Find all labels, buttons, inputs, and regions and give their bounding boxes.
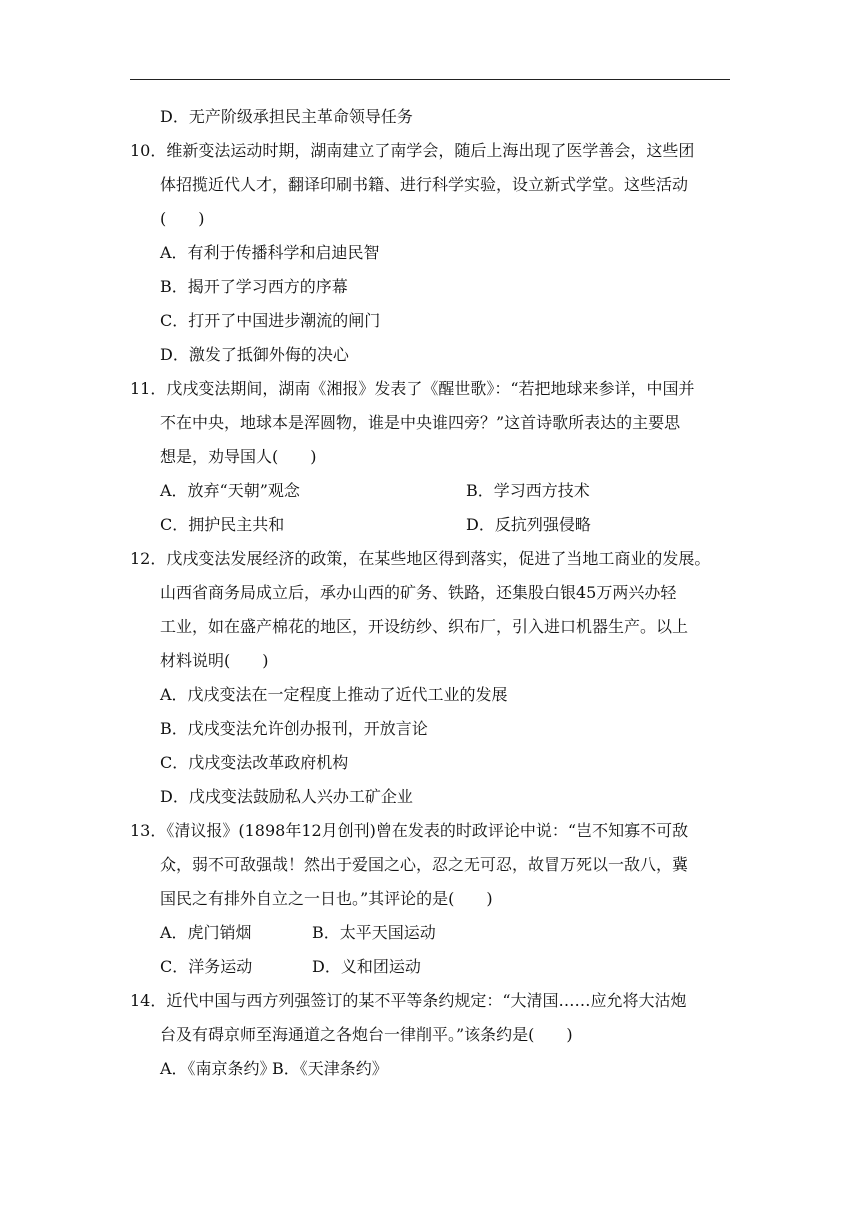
- q10-option-c: C．打开了中国进步潮流的闸门: [160, 311, 381, 330]
- q13-stem-line-3: 国民之有排外自立之一日也。”其评论的是( ): [160, 889, 493, 908]
- q12-stem-line-1: 12．戊戌变法发展经济的政策，在某些地区得到落实，促进了当地工商业的发展。: [130, 549, 711, 568]
- q10-option-d: D．激发了抵御外侮的决心: [160, 345, 349, 364]
- q10-stem-line-1: 10．维新变法运动时期，湖南建立了南学会，随后上海出现了医学善会，这些团: [130, 141, 695, 160]
- q9-option-d: D．无产阶级承担民主革命领导任务: [160, 107, 413, 126]
- question-12: [130, 542, 730, 814]
- q10-stem-line-2: 体招揽近代人才，翻译印刷书籍、进行科学实验，设立新式学堂。这些活动: [160, 175, 689, 194]
- q14-stem-line-1: 14．近代中国与西方列强签订的某不平等条约规定：“大清国……应允将大沽炮: [130, 991, 687, 1010]
- question-list: [130, 100, 730, 1086]
- q11-option-a: A．放弃“天朝”观念: [160, 481, 300, 500]
- question-11: [130, 372, 730, 542]
- q10-option-a: A．有利于传播科学和启迪民智: [160, 243, 380, 262]
- q11-option-d: D．反抗列强侵略: [466, 515, 591, 534]
- q10-stem-line-3: ( ): [160, 209, 205, 228]
- header-rule: [130, 79, 730, 80]
- q11-stem-line-3: 想是，劝导国人( ): [160, 447, 317, 466]
- q14-option-a: A．《南京条约》: [160, 1059, 276, 1078]
- q12-stem-line-4: 材料说明( ): [160, 651, 269, 670]
- question-10: [130, 134, 730, 372]
- q14-options-row-1: [130, 1052, 730, 1086]
- q13-option-d: D．义和团运动: [312, 957, 421, 976]
- q11-stem-line-1: 11．戊戌变法期间，湖南《湘报》发表了《醒世歌》：“若把地球来参详，中国并: [130, 379, 695, 398]
- q14-option-b: B．《天津条约》: [272, 1059, 388, 1078]
- q13-option-b: B．太平天国运动: [312, 923, 436, 942]
- q13-option-c: C．洋务运动: [160, 957, 253, 976]
- q12-option-b: B．戊戌变法允许创办报刊，开放言论: [160, 719, 428, 738]
- q13-option-a: A．虎门销烟: [160, 923, 252, 942]
- q12-stem-line-2: 山西省商务局成立后，承办山西的矿务、铁路，还集股白银45万两兴办轻: [160, 583, 677, 602]
- q11-option-c: C．拥护民主共和: [160, 515, 285, 534]
- q10-option-b: B．揭开了学习西方的序幕: [160, 277, 348, 296]
- q12-option-a: A．戊戌变法在一定程度上推动了近代工业的发展: [160, 685, 508, 704]
- q11-options-row-2: [130, 508, 730, 542]
- q11-stem-line-2: 不在中央，地球本是浑圆物，谁是中央谁四旁？”这首诗歌所表达的主要思: [160, 413, 681, 432]
- q13-options-row-1: [130, 916, 730, 950]
- q11-options-row-1: [130, 474, 730, 508]
- q12-option-c: C．戊戌变法改革政府机构: [160, 753, 349, 772]
- q12-stem-line-3: 工业，如在盛产棉花的地区，开设纺纱、织布厂，引入进口机器生产。以上: [160, 617, 689, 636]
- question-13: [130, 814, 730, 984]
- q12-option-d: D．戊戌变法鼓励私人兴办工矿企业: [160, 787, 413, 806]
- q13-options-row-2: [130, 950, 730, 984]
- q11-option-b: B．学习西方技术: [466, 481, 590, 500]
- q13-stem-line-1: 13．《清议报》(1898年12月创刊)曾在发表的时政评论中说：“岂不知寡不可敌: [130, 821, 689, 840]
- question-14: [130, 984, 730, 1086]
- q13-stem-line-2: 众，弱不可敌强哉！然出于爱国之心，忍之无可忍，故冒万死以一敌八，冀: [160, 855, 689, 874]
- q14-stem-line-2: 台及有碍京师至海通道之各炮台一律削平。”该条约是( ): [160, 1025, 573, 1044]
